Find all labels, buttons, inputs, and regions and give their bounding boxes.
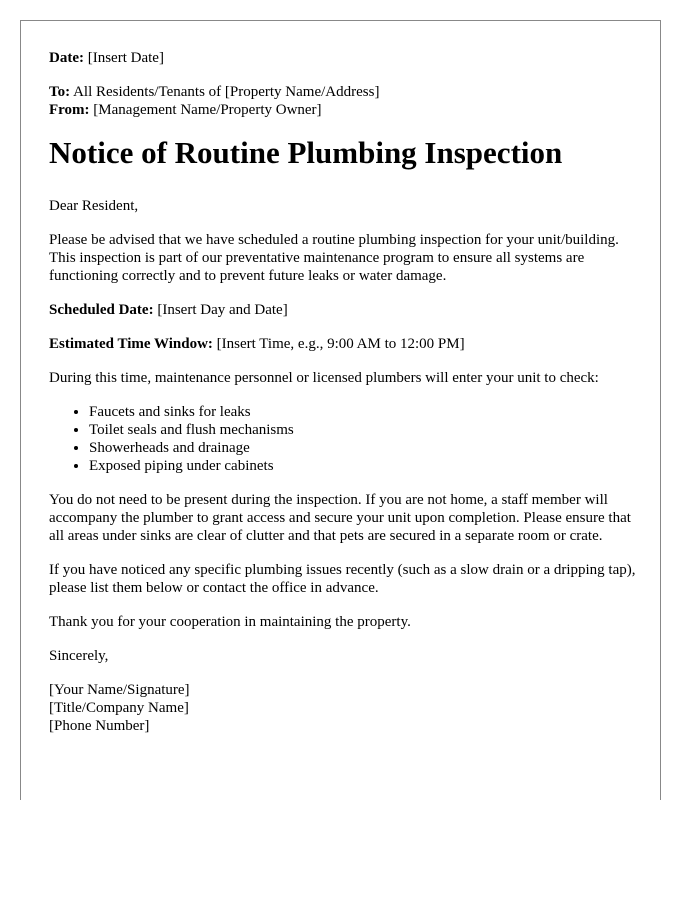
time-window-label: Estimated Time Window:: [49, 336, 213, 352]
greeting: Dear Resident,: [49, 198, 139, 214]
thanks-paragraph: Thank you for your cooperation in maintaining the property.: [49, 614, 411, 630]
list-item: • Toilet seals and flush mechanisms: [89, 421, 660, 439]
from-value: [Management Name/Property Owner]: [93, 102, 322, 118]
scheduled-date-label: Scheduled Date:: [49, 302, 154, 318]
check-intro: During this time, maintenance personnel or licensed plumbers will enter your unit to check:: [49, 370, 599, 386]
list-item: • Showerheads and drainage: [89, 439, 660, 457]
signature-phone: [Phone Number]: [49, 718, 150, 734]
from-label: From:: [49, 102, 90, 118]
time-window-line: [49, 335, 639, 353]
list-item: • Faucets and sinks for leaks: [89, 403, 660, 421]
letter-page: [20, 20, 661, 800]
closing: Sincerely,: [49, 648, 109, 664]
signature-title: [Title/Company Name]: [49, 700, 189, 716]
signature-block: [49, 681, 639, 735]
page-title: Notice of Routine Plumbing Inspection: [49, 135, 563, 170]
signature-name: [Your Name/Signature]: [49, 682, 190, 698]
to-value: All Residents/Tenants of [Property Name/Address]: [73, 84, 380, 100]
issues-paragraph: If you have noticed any specific plumbing issues recently (such as a slow drain or a dripping tap), please list them below or contact the office in advance.: [49, 562, 636, 596]
to-label: To:: [49, 84, 71, 100]
date-line: [49, 49, 639, 67]
intro-paragraph: Please be advised that we have scheduled a routine plumbing inspection for your unit/building. This inspection is part of our preventative maintenance program to ensure all systems are functioning correctly and to prevent future leaks or water damage.: [49, 232, 619, 284]
presence-paragraph: You do not need to be present during the inspection. If you are not home, a staff member will accompany the plumber to grant access and secure your unit upon completion. Please ensure that all areas under sinks are clear of clutter and that pets are secured in a separate room or crate.: [49, 492, 631, 544]
list-item: • Exposed piping under cabinets: [89, 457, 660, 475]
date-value: [Insert Date]: [87, 50, 164, 66]
time-window-value: [Insert Time, e.g., 9:00 AM to 12:00 PM]: [216, 336, 465, 352]
scheduled-date-value: [Insert Day and Date]: [157, 302, 288, 318]
scheduled-date-line: [49, 301, 639, 319]
date-label: Date:: [49, 50, 84, 66]
check-list: [49, 403, 660, 475]
to-line: [49, 83, 639, 101]
from-line: [49, 101, 639, 119]
